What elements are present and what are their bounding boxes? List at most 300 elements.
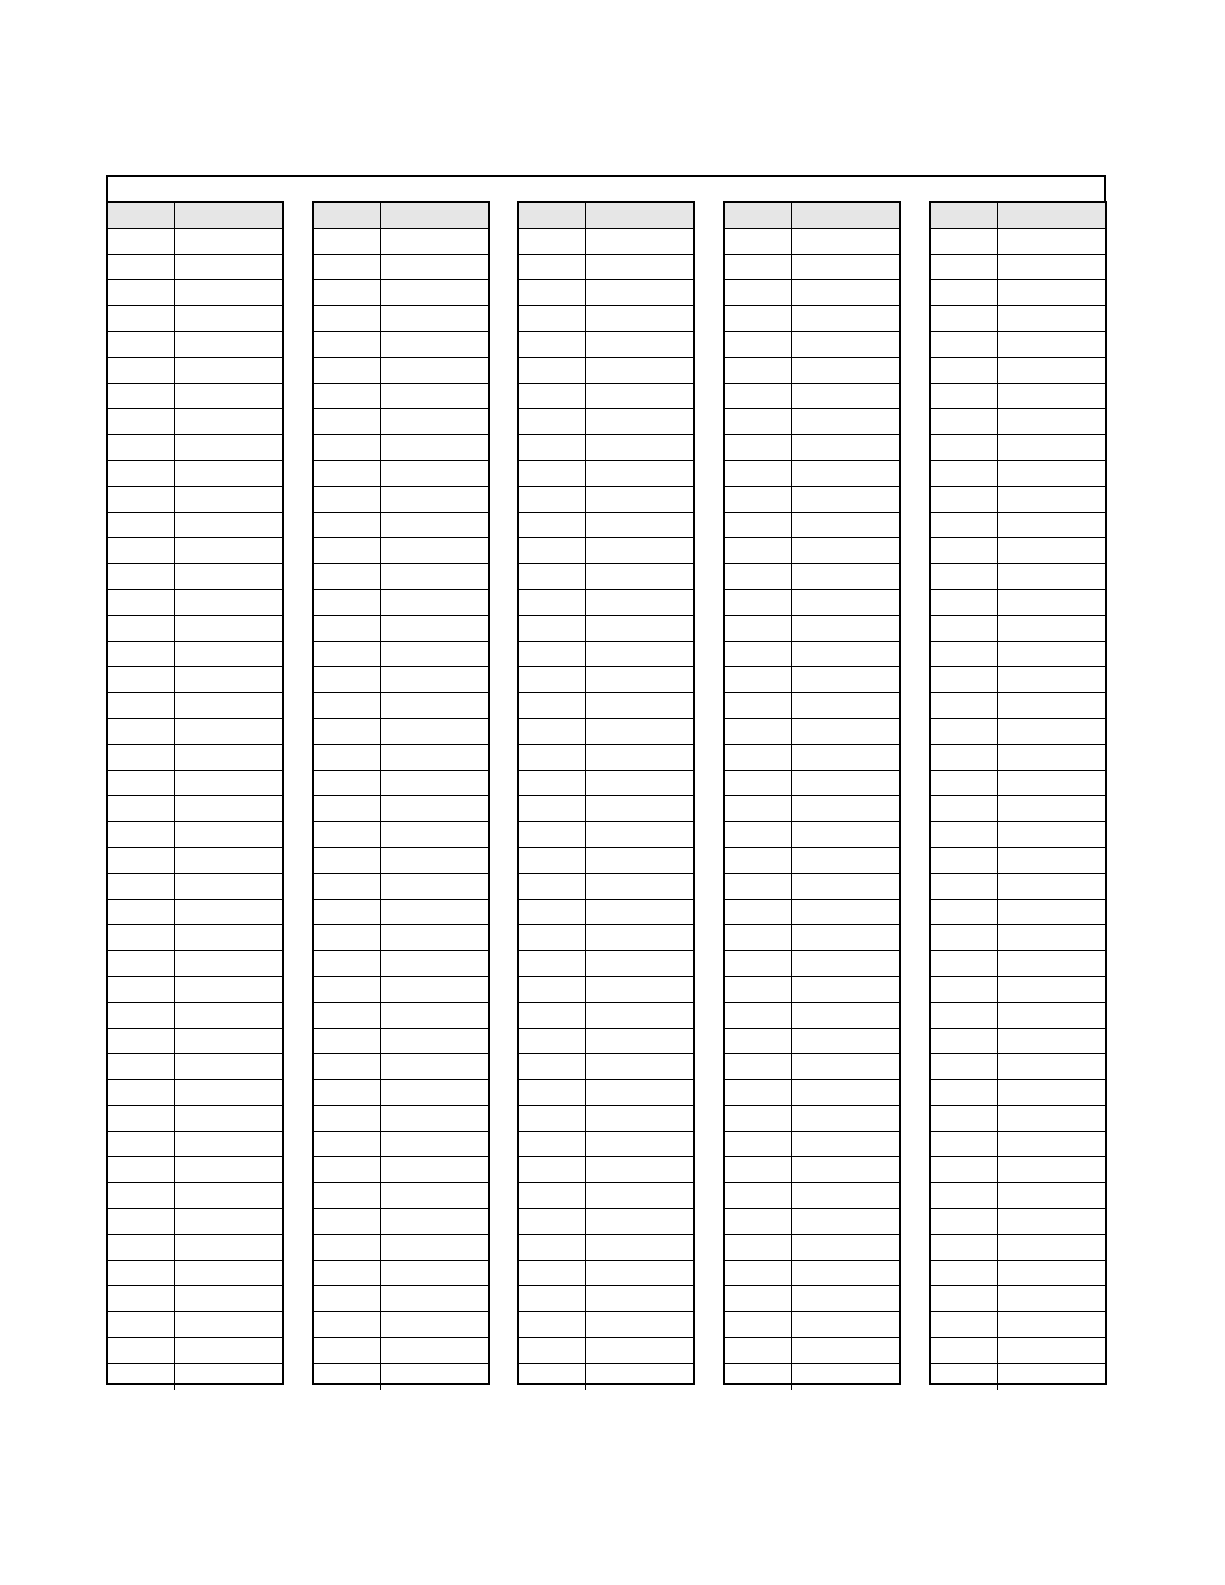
table-cell[interactable] (586, 538, 693, 564)
table-cell[interactable] (792, 1312, 899, 1338)
table-cell[interactable] (314, 461, 381, 487)
table-cell[interactable] (998, 719, 1105, 745)
table-cell[interactable] (792, 719, 899, 745)
table-cell[interactable] (792, 1235, 899, 1261)
table-cell[interactable] (998, 1080, 1105, 1106)
table-cell[interactable] (175, 745, 282, 771)
table-cell[interactable] (519, 1029, 586, 1055)
table-cell[interactable] (725, 564, 792, 590)
table-cell[interactable] (725, 796, 792, 822)
table-cell[interactable] (314, 719, 381, 745)
table-cell[interactable] (725, 409, 792, 435)
table-cell[interactable] (519, 280, 586, 306)
table-cell[interactable] (586, 1029, 693, 1055)
table-cell[interactable] (314, 667, 381, 693)
table-cell[interactable] (175, 693, 282, 719)
table-cell[interactable] (108, 977, 175, 1003)
table-cell[interactable] (175, 461, 282, 487)
table-cell[interactable] (175, 1286, 282, 1312)
table-cell[interactable] (314, 796, 381, 822)
table-cell[interactable] (519, 951, 586, 977)
table-cell[interactable] (792, 358, 899, 384)
table-cell[interactable] (314, 616, 381, 642)
table-cell[interactable] (998, 951, 1105, 977)
table-cell[interactable] (175, 564, 282, 590)
table-cell[interactable] (381, 1183, 488, 1209)
table-cell[interactable] (108, 1106, 175, 1132)
table-cell[interactable] (998, 1106, 1105, 1132)
table-cell[interactable] (931, 513, 998, 539)
table-cell[interactable] (586, 1054, 693, 1080)
table-cell[interactable] (108, 822, 175, 848)
table-cell[interactable] (931, 384, 998, 410)
table-cell[interactable] (725, 1261, 792, 1287)
table-cell[interactable] (314, 229, 381, 255)
table-cell[interactable] (725, 384, 792, 410)
table-cell[interactable] (998, 461, 1105, 487)
table-cell[interactable] (792, 951, 899, 977)
table-cell[interactable] (725, 306, 792, 332)
table-cell[interactable] (314, 280, 381, 306)
table-cell[interactable] (931, 977, 998, 1003)
table-cell[interactable] (175, 1338, 282, 1364)
table-cell[interactable] (175, 719, 282, 745)
table-cell[interactable] (381, 1209, 488, 1235)
table-cell[interactable] (381, 693, 488, 719)
table-cell[interactable] (314, 306, 381, 332)
table-cell[interactable] (586, 1183, 693, 1209)
table-cell[interactable] (108, 306, 175, 332)
table-cell[interactable] (998, 977, 1105, 1003)
table-cell[interactable] (175, 642, 282, 668)
table-cell[interactable] (998, 796, 1105, 822)
table-cell[interactable] (381, 1157, 488, 1183)
table-cell[interactable] (725, 693, 792, 719)
table-cell[interactable] (519, 1312, 586, 1338)
table-cell[interactable] (931, 1106, 998, 1132)
table-cell[interactable] (175, 1209, 282, 1235)
table-cell[interactable] (586, 1157, 693, 1183)
table-cell[interactable] (381, 358, 488, 384)
table-cell[interactable] (519, 435, 586, 461)
table-cell[interactable] (792, 796, 899, 822)
table-cell[interactable] (586, 1003, 693, 1029)
table-cell[interactable] (792, 693, 899, 719)
table-cell[interactable] (108, 461, 175, 487)
table-cell[interactable] (108, 332, 175, 358)
table-cell[interactable] (108, 280, 175, 306)
table-cell[interactable] (586, 848, 693, 874)
table-cell[interactable] (586, 693, 693, 719)
table-cell[interactable] (998, 1364, 1105, 1390)
table-cell[interactable] (175, 1183, 282, 1209)
table-cell[interactable] (381, 538, 488, 564)
table-cell[interactable] (314, 564, 381, 590)
table-cell[interactable] (586, 874, 693, 900)
table-cell[interactable] (381, 848, 488, 874)
table-cell[interactable] (931, 1312, 998, 1338)
table-cell[interactable] (792, 1157, 899, 1183)
table-cell[interactable] (519, 564, 586, 590)
table-cell[interactable] (931, 1054, 998, 1080)
table-cell[interactable] (792, 229, 899, 255)
table-cell[interactable] (725, 1106, 792, 1132)
table-cell[interactable] (381, 822, 488, 848)
table-cell[interactable] (314, 409, 381, 435)
table-cell[interactable] (792, 435, 899, 461)
table-cell[interactable] (931, 719, 998, 745)
table-cell[interactable] (519, 925, 586, 951)
table-cell[interactable] (175, 1132, 282, 1158)
table-cell[interactable] (175, 435, 282, 461)
table-cell[interactable] (175, 1235, 282, 1261)
table-cell[interactable] (725, 1080, 792, 1106)
table-cell[interactable] (931, 461, 998, 487)
table-cell[interactable] (108, 616, 175, 642)
table-cell[interactable] (586, 1286, 693, 1312)
table-cell[interactable] (931, 951, 998, 977)
table-cell[interactable] (998, 745, 1105, 771)
table-cell[interactable] (314, 925, 381, 951)
table-cell[interactable] (175, 616, 282, 642)
table-cell[interactable] (381, 513, 488, 539)
table-cell[interactable] (381, 1261, 488, 1287)
table-cell[interactable] (931, 1338, 998, 1364)
table-cell[interactable] (792, 513, 899, 539)
table-cell[interactable] (314, 848, 381, 874)
table-cell[interactable] (792, 306, 899, 332)
table-cell[interactable] (381, 306, 488, 332)
table-cell[interactable] (586, 1106, 693, 1132)
table-cell[interactable] (725, 1286, 792, 1312)
table-cell[interactable] (792, 564, 899, 590)
table-cell[interactable] (175, 255, 282, 281)
table-cell[interactable] (792, 487, 899, 513)
table-cell[interactable] (586, 822, 693, 848)
table-cell[interactable] (108, 951, 175, 977)
table-cell[interactable] (931, 745, 998, 771)
table-cell[interactable] (998, 848, 1105, 874)
table-cell[interactable] (931, 1235, 998, 1261)
table-cell[interactable] (175, 977, 282, 1003)
table-cell[interactable] (931, 358, 998, 384)
table-cell[interactable] (725, 229, 792, 255)
table-cell[interactable] (314, 332, 381, 358)
table-cell[interactable] (931, 1261, 998, 1287)
table-cell[interactable] (792, 1338, 899, 1364)
table-cell[interactable] (381, 461, 488, 487)
table-cell[interactable] (519, 1080, 586, 1106)
table-cell[interactable] (792, 667, 899, 693)
table-cell[interactable] (314, 745, 381, 771)
table-cell[interactable] (519, 745, 586, 771)
table-cell[interactable] (519, 358, 586, 384)
table-cell[interactable] (519, 306, 586, 332)
table-cell[interactable] (108, 1054, 175, 1080)
table-cell[interactable] (381, 255, 488, 281)
table-cell[interactable] (381, 1106, 488, 1132)
table-cell[interactable] (314, 1080, 381, 1106)
table-cell[interactable] (314, 1312, 381, 1338)
table-cell[interactable] (586, 358, 693, 384)
table-cell[interactable] (314, 358, 381, 384)
table-cell[interactable] (175, 1054, 282, 1080)
table-cell[interactable] (931, 771, 998, 797)
table-cell[interactable] (931, 255, 998, 281)
table-cell[interactable] (314, 1235, 381, 1261)
table-cell[interactable] (519, 487, 586, 513)
table-cell[interactable] (998, 590, 1105, 616)
table-cell[interactable] (998, 616, 1105, 642)
table-cell[interactable] (931, 1132, 998, 1158)
table-cell[interactable] (586, 229, 693, 255)
table-cell[interactable] (725, 1157, 792, 1183)
table-cell[interactable] (108, 1364, 175, 1390)
table-cell[interactable] (314, 1003, 381, 1029)
table-cell[interactable] (792, 1003, 899, 1029)
table-cell[interactable] (586, 1364, 693, 1390)
table-cell[interactable] (314, 1338, 381, 1364)
table-cell[interactable] (792, 616, 899, 642)
table-cell[interactable] (314, 874, 381, 900)
table-cell[interactable] (998, 1286, 1105, 1312)
table-cell[interactable] (108, 1286, 175, 1312)
table-cell[interactable] (108, 771, 175, 797)
table-cell[interactable] (314, 693, 381, 719)
table-cell[interactable] (519, 848, 586, 874)
table-cell[interactable] (998, 667, 1105, 693)
table-cell[interactable] (175, 332, 282, 358)
table-cell[interactable] (175, 900, 282, 926)
table-cell[interactable] (931, 435, 998, 461)
table-cell[interactable] (381, 280, 488, 306)
table-cell[interactable] (108, 1235, 175, 1261)
table-cell[interactable] (998, 1338, 1105, 1364)
table-cell[interactable] (108, 642, 175, 668)
table-cell[interactable] (931, 616, 998, 642)
table-cell[interactable] (314, 1286, 381, 1312)
table-cell[interactable] (792, 1054, 899, 1080)
table-cell[interactable] (586, 1235, 693, 1261)
table-cell[interactable] (519, 719, 586, 745)
table-cell[interactable] (314, 822, 381, 848)
table-cell[interactable] (175, 771, 282, 797)
table-cell[interactable] (792, 1106, 899, 1132)
table-cell[interactable] (931, 848, 998, 874)
table-cell[interactable] (175, 1312, 282, 1338)
table-cell[interactable] (586, 590, 693, 616)
table-cell[interactable] (792, 1261, 899, 1287)
table-cell[interactable] (314, 590, 381, 616)
table-cell[interactable] (792, 771, 899, 797)
table-cell[interactable] (725, 280, 792, 306)
table-cell[interactable] (725, 642, 792, 668)
table-cell[interactable] (998, 384, 1105, 410)
table-cell[interactable] (108, 564, 175, 590)
table-cell[interactable] (725, 358, 792, 384)
table-cell[interactable] (931, 1080, 998, 1106)
table-cell[interactable] (519, 409, 586, 435)
table-cell[interactable] (725, 1183, 792, 1209)
table-cell[interactable] (519, 1132, 586, 1158)
table-cell[interactable] (381, 1132, 488, 1158)
table-cell[interactable] (725, 745, 792, 771)
table-cell[interactable] (792, 925, 899, 951)
table-cell[interactable] (725, 513, 792, 539)
table-cell[interactable] (108, 900, 175, 926)
table-cell[interactable] (998, 1261, 1105, 1287)
table-cell[interactable] (314, 435, 381, 461)
table-cell[interactable] (381, 796, 488, 822)
table-cell[interactable] (519, 229, 586, 255)
table-cell[interactable] (792, 384, 899, 410)
table-cell[interactable] (586, 1261, 693, 1287)
table-cell[interactable] (314, 1054, 381, 1080)
table-cell[interactable] (108, 874, 175, 900)
table-cell[interactable] (586, 487, 693, 513)
table-cell[interactable] (931, 667, 998, 693)
table-cell[interactable] (931, 1183, 998, 1209)
table-cell[interactable] (519, 461, 586, 487)
table-cell[interactable] (108, 719, 175, 745)
table-cell[interactable] (175, 487, 282, 513)
table-cell[interactable] (519, 590, 586, 616)
table-cell[interactable] (381, 1029, 488, 1055)
table-cell[interactable] (381, 409, 488, 435)
table-cell[interactable] (175, 306, 282, 332)
table-cell[interactable] (381, 1286, 488, 1312)
table-cell[interactable] (792, 280, 899, 306)
table-cell[interactable] (998, 1157, 1105, 1183)
table-cell[interactable] (381, 590, 488, 616)
table-cell[interactable] (586, 900, 693, 926)
table-cell[interactable] (998, 513, 1105, 539)
table-cell[interactable] (586, 409, 693, 435)
table-cell[interactable] (792, 590, 899, 616)
table-cell[interactable] (725, 1003, 792, 1029)
table-cell[interactable] (792, 255, 899, 281)
table-cell[interactable] (108, 925, 175, 951)
table-cell[interactable] (108, 1080, 175, 1106)
table-cell[interactable] (998, 874, 1105, 900)
table-cell[interactable] (519, 874, 586, 900)
table-cell[interactable] (519, 642, 586, 668)
table-cell[interactable] (998, 229, 1105, 255)
table-cell[interactable] (725, 925, 792, 951)
table-cell[interactable] (175, 1003, 282, 1029)
table-cell[interactable] (519, 1209, 586, 1235)
table-cell[interactable] (586, 642, 693, 668)
table-cell[interactable] (314, 771, 381, 797)
table-cell[interactable] (175, 1157, 282, 1183)
table-cell[interactable] (314, 1157, 381, 1183)
table-cell[interactable] (998, 925, 1105, 951)
table-cell[interactable] (586, 255, 693, 281)
table-cell[interactable] (998, 1209, 1105, 1235)
table-cell[interactable] (998, 1003, 1105, 1029)
table-cell[interactable] (586, 745, 693, 771)
table-cell[interactable] (108, 796, 175, 822)
table-cell[interactable] (725, 951, 792, 977)
table-cell[interactable] (586, 925, 693, 951)
table-cell[interactable] (586, 332, 693, 358)
table-cell[interactable] (314, 1106, 381, 1132)
table-cell[interactable] (931, 487, 998, 513)
table-cell[interactable] (998, 900, 1105, 926)
table-cell[interactable] (519, 538, 586, 564)
table-cell[interactable] (998, 642, 1105, 668)
table-cell[interactable] (792, 409, 899, 435)
table-cell[interactable] (792, 1183, 899, 1209)
table-cell[interactable] (725, 1312, 792, 1338)
table-cell[interactable] (519, 822, 586, 848)
table-cell[interactable] (519, 1157, 586, 1183)
table-cell[interactable] (381, 667, 488, 693)
table-cell[interactable] (998, 1312, 1105, 1338)
table-cell[interactable] (792, 1209, 899, 1235)
table-cell[interactable] (381, 384, 488, 410)
table-cell[interactable] (586, 1080, 693, 1106)
table-cell[interactable] (931, 229, 998, 255)
table-cell[interactable] (586, 616, 693, 642)
table-cell[interactable] (381, 900, 488, 926)
table-cell[interactable] (175, 951, 282, 977)
table-cell[interactable] (725, 616, 792, 642)
table-cell[interactable] (175, 925, 282, 951)
table-cell[interactable] (725, 977, 792, 1003)
table-cell[interactable] (175, 229, 282, 255)
table-cell[interactable] (175, 590, 282, 616)
table-cell[interactable] (108, 358, 175, 384)
table-cell[interactable] (381, 564, 488, 590)
table-cell[interactable] (725, 822, 792, 848)
table-cell[interactable] (519, 1235, 586, 1261)
table-cell[interactable] (931, 693, 998, 719)
table-cell[interactable] (792, 1364, 899, 1390)
table-cell[interactable] (108, 229, 175, 255)
table-cell[interactable] (381, 719, 488, 745)
table-cell[interactable] (108, 1338, 175, 1364)
table-cell[interactable] (931, 874, 998, 900)
table-cell[interactable] (108, 1209, 175, 1235)
table-cell[interactable] (998, 1054, 1105, 1080)
table-cell[interactable] (931, 1286, 998, 1312)
table-cell[interactable] (725, 848, 792, 874)
table-cell[interactable] (792, 745, 899, 771)
table-cell[interactable] (519, 796, 586, 822)
table-cell[interactable] (381, 925, 488, 951)
table-cell[interactable] (792, 874, 899, 900)
table-cell[interactable] (381, 616, 488, 642)
table-cell[interactable] (586, 461, 693, 487)
table-cell[interactable] (314, 513, 381, 539)
table-cell[interactable] (175, 358, 282, 384)
table-cell[interactable] (998, 280, 1105, 306)
table-cell[interactable] (108, 435, 175, 461)
table-cell[interactable] (108, 848, 175, 874)
table-cell[interactable] (519, 693, 586, 719)
table-cell[interactable] (725, 255, 792, 281)
table-cell[interactable] (931, 822, 998, 848)
table-cell[interactable] (314, 384, 381, 410)
table-cell[interactable] (519, 1286, 586, 1312)
table-cell[interactable] (792, 900, 899, 926)
table-cell[interactable] (314, 255, 381, 281)
table-cell[interactable] (998, 693, 1105, 719)
table-cell[interactable] (381, 951, 488, 977)
table-cell[interactable] (108, 538, 175, 564)
table-cell[interactable] (108, 745, 175, 771)
